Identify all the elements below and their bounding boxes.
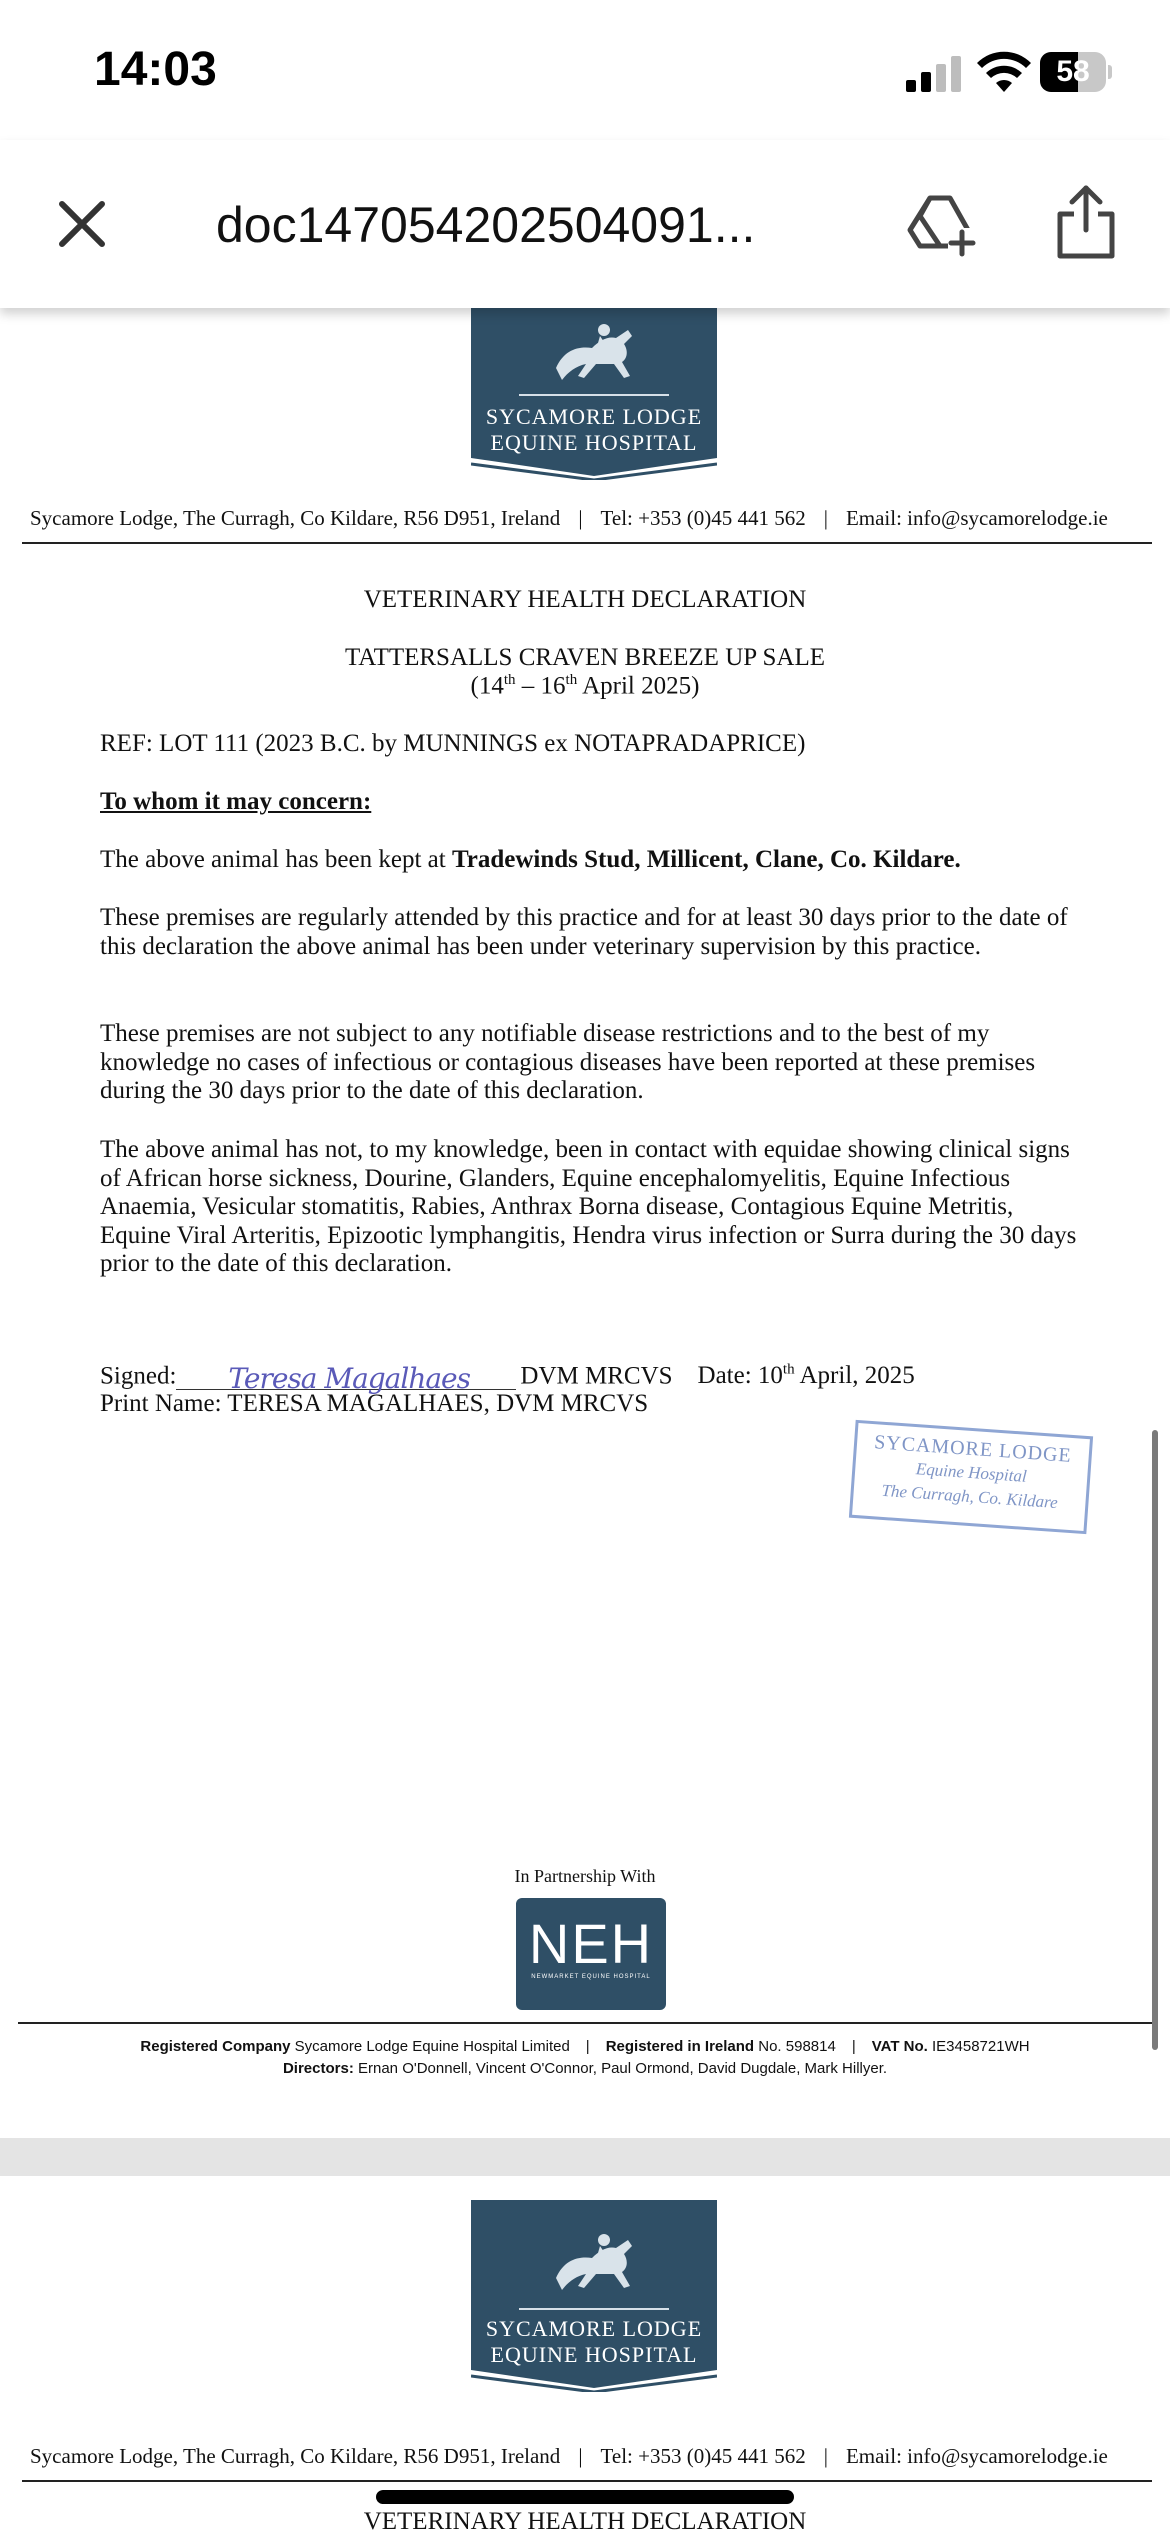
sale-dates: (14th – 16th April 2025) [470, 672, 700, 700]
footer-directors: Directors: Ernan O'Donnell, Vincent O'Connor, Paul Ormond, David Dugdale, Mark Hillyer. [282, 2060, 888, 2077]
letterhead-address: Sycamore Lodge, The Curragh, Co Kildare, R56 D951, Ireland [30, 506, 561, 530]
neh-logo [516, 1898, 666, 2010]
hospital-logo [471, 298, 717, 480]
signature-row [100, 1362, 915, 1396]
logo-chevron [471, 2370, 717, 2392]
letterhead-tel: Tel: +353 (0)45 441 562 [600, 506, 806, 530]
premises-name: Tradewinds Stud, Millicent, Clane, Co. Kildare. [451, 846, 961, 873]
battery-icon [1040, 52, 1112, 92]
scrollbar-thumb[interactable] [1152, 1430, 1158, 2050]
document-page-1 [0, 308, 1170, 2138]
footer-divider [18, 2022, 1152, 2024]
hospital-name-line1: SYCAMORE LODGE [485, 404, 703, 429]
signature-credentials: DVM MRCVS [520, 1362, 673, 1390]
share-icon[interactable] [1050, 184, 1122, 260]
racehorse-icon [544, 310, 644, 390]
status-time: 14:03 [94, 43, 217, 96]
paragraph-disease-restrictions: These premises are not subject to any notifiable disease restrictions and to the best of my knowledge no cases of infectious or contagious diseases have been reported at these premises during the 30 days prior to the date of this declaration. [100, 1020, 1036, 1104]
racehorse-icon [544, 2220, 644, 2300]
neh-logo-text: NEH [528, 1912, 654, 1975]
signature-line [176, 1362, 516, 1396]
close-icon[interactable] [50, 192, 114, 256]
declaration-date: Date: 10th April, 2025 [697, 1362, 915, 1390]
paragraph-premises: The above animal has been kept at Tradewinds Stud, Millicent, Clane, Co. Kildare. [100, 846, 961, 873]
neh-logo-subtext: NEWMARKET EQUINE HOSPITAL [531, 1974, 651, 1980]
paragraph-supervision: These premises are regularly attended by this practice and for at least 30 days prior to the date of this declaration the above animal has been under veterinary supervision by this practice. [100, 904, 1068, 960]
sale-name: TATTERSALLS CRAVEN BREEZE UP SALE [345, 644, 825, 671]
handwritten-signature: Teresa Magalhaes [228, 1362, 470, 1396]
viewer-toolbar [0, 140, 1170, 308]
letterhead-contact-line: Sycamore Lodge, The Curragh, Co Kildare, R56 D951, Ireland | Tel: +353 (0)45 441 562 | Email: info@sycamorelodge.ie [30, 506, 1108, 530]
letterhead-divider [22, 542, 1152, 544]
document-page-2 [0, 2176, 1170, 2532]
logo-chevron [471, 458, 717, 480]
salutation: To whom it may concern: [100, 788, 372, 815]
footer-registration: Registered Company Sycamore Lodge Equine Hospital Limited | Registered in Ireland No. 598814 | VAT No. IE3458721WH [140, 2038, 1030, 2055]
letterhead-contact-line: Sycamore Lodge, The Curragh, Co Kildare, R56 D951, Ireland | Tel: +353 (0)45 441 562 | Email: info@sycamorelodge.ie [30, 2444, 1108, 2468]
cellular-signal-icon [906, 56, 962, 92]
add-to-drive-icon[interactable] [904, 188, 976, 260]
document-title: doc147054202504091... [216, 197, 756, 253]
page-separator [0, 2138, 1170, 2176]
declaration-title: VETERINARY HEALTH DECLARATION [363, 586, 807, 613]
hospital-logo-page2: SYCAMORE LODGE EQUINE HOSPITAL [471, 2200, 717, 2392]
letterhead-divider [22, 2480, 1152, 2482]
wifi-icon [976, 50, 1032, 94]
letterhead-email: Email: info@sycamorelodge.ie [845, 506, 1108, 530]
hospital-name-line2: EQUINE HOSPITAL [490, 430, 698, 455]
signed-label: Signed: [100, 1362, 177, 1390]
paragraph-contact-equidae: The above animal has not, to my knowledge, been in contact with equidae showing clinical signs of African horse sickness, Dourine, Glanders, Equine encephalomyelitis, Equine Infectious Anaemia, Vesicular stomatitis, Rabies, Anthrax Borna disease, Contagious Equine Metritis, Equine Viral Arteritis, Epizootic lymphangitis, Hendra virus infection or Surra during the 30 days prior to the date of this declaration. [100, 1136, 1077, 1277]
hospital-stamp: SYCAMORE LODGE Equine Hospital The Curragh, Co. Kildare [849, 1420, 1093, 1534]
print-name: Print Name: TERESA MAGALHAES, DVM MRCVS [100, 1390, 649, 1417]
status-bar [0, 0, 1170, 140]
partnership-label: In Partnership With [514, 1866, 656, 1886]
declaration-title-page2: VETERINARY HEALTH DECLARATION [363, 2508, 807, 2532]
battery-level: 58 [1056, 55, 1090, 88]
home-indicator[interactable] [376, 2490, 794, 2504]
lot-reference: REF: LOT 111 (2023 B.C. by MUNNINGS ex NOTAPRADAPRICE) [100, 730, 806, 757]
